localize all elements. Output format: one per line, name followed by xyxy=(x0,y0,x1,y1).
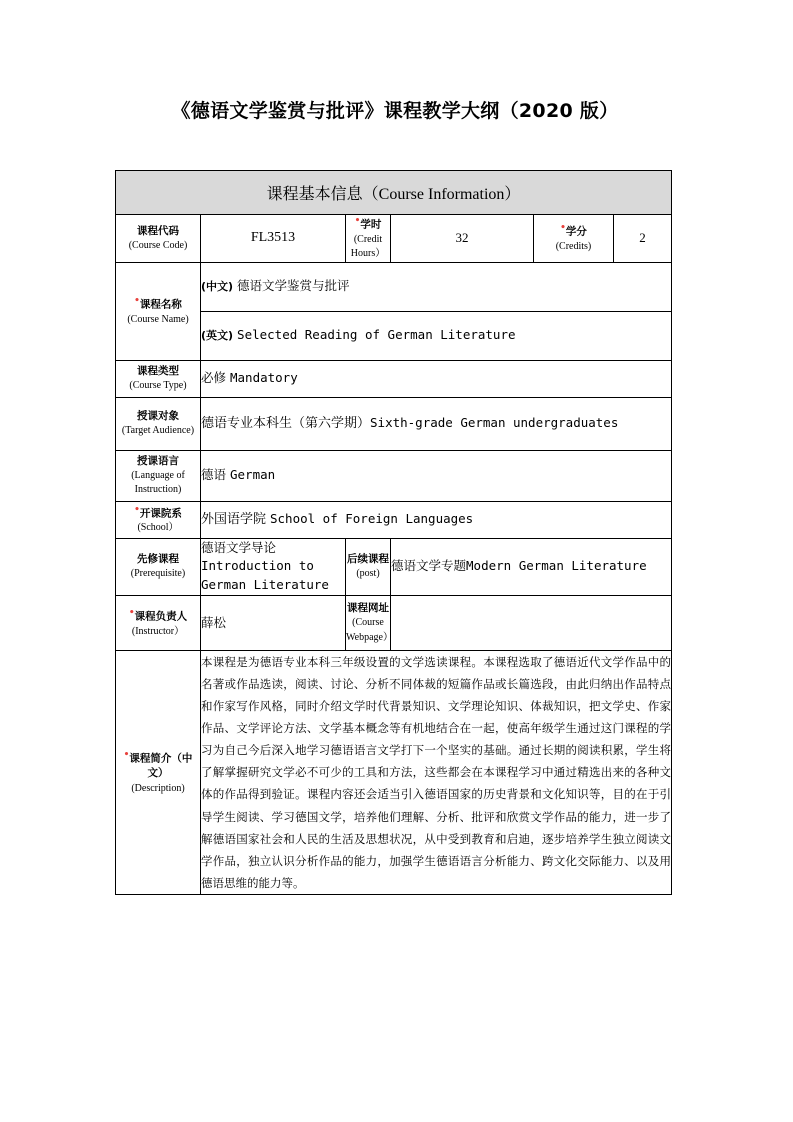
value-language-cn: 德语 xyxy=(201,467,227,483)
value-prerequisite-cell xyxy=(201,538,346,595)
label-post-course xyxy=(346,538,391,595)
label-course-webpage xyxy=(346,595,391,650)
value-language-en: German xyxy=(230,467,276,483)
label-course-name-en: (Course Name) xyxy=(127,313,189,325)
label-language xyxy=(116,450,201,501)
label-course-type-cn: 课程类型 xyxy=(137,364,179,377)
label-course-code xyxy=(116,215,201,263)
label-course-type xyxy=(116,360,201,397)
label-course-name-cn: • 课程名称 xyxy=(116,295,200,313)
value-post-course-cell xyxy=(391,538,672,595)
label-credits-en: (Credits) xyxy=(555,240,592,252)
label-language-en: (Language of Instruction) xyxy=(131,469,185,496)
row-instructor xyxy=(116,595,672,650)
label-prerequisite-en: (Prerequisite) xyxy=(130,568,186,580)
label-instructor-cn: • 课程负责人 xyxy=(116,607,200,625)
value-course-webpage xyxy=(391,595,672,650)
label-instructor xyxy=(116,595,201,650)
value-credit-hours: 32 xyxy=(391,215,534,263)
label-course-webpage-en: (Course Webpage） xyxy=(346,617,393,643)
row-prerequisite xyxy=(116,538,672,595)
label-prerequisite-cn: 先修课程 xyxy=(137,552,179,565)
label-credit-hours xyxy=(346,215,391,263)
label-prerequisite xyxy=(116,538,201,595)
row-course-name-cn xyxy=(116,262,672,311)
value-prerequisite-en: Introduction to German Literature xyxy=(201,558,329,593)
value-course-type-en: Mandatory xyxy=(230,370,298,386)
course-information-table xyxy=(115,170,672,895)
value-course-name-en-cell xyxy=(201,311,672,360)
label-credit-hours-cn: • 学时 xyxy=(346,215,390,233)
value-school-cn: 外国语学院 xyxy=(201,511,267,527)
label-course-type-en: (Course Type) xyxy=(129,380,187,392)
label-course-name xyxy=(116,262,201,360)
value-target-audience-en: Sixth-grade German undergraduates xyxy=(370,414,619,430)
label-post-course-cn: 后续课程 xyxy=(347,552,389,565)
value-target-audience-cell xyxy=(201,397,672,450)
value-course-name-en: Selected Reading of German Literature xyxy=(237,327,516,343)
label-credits-cn: • 学分 xyxy=(534,222,613,240)
course-name-en-tag: (英文) xyxy=(201,329,234,343)
label-description-cn: • 课程简介（中文） xyxy=(116,749,200,782)
row-target-audience xyxy=(116,397,672,450)
value-course-type-cn: 必修 xyxy=(201,370,227,386)
table-header-cell xyxy=(116,171,672,215)
value-post-course-cn: 德语文学专题 xyxy=(391,558,467,574)
value-course-name-cn-cell xyxy=(201,262,672,311)
label-course-code-en: (Course Code) xyxy=(128,239,188,251)
value-credits: 2 xyxy=(614,215,672,263)
value-target-audience-cn: 德语专业本科生（第六学期） xyxy=(201,415,371,431)
label-course-webpage-cn: 课程网址 xyxy=(347,601,389,614)
label-credit-hours-en: (Credit Hours） xyxy=(350,233,386,260)
label-school xyxy=(116,501,201,538)
label-school-cn: • 开课院系 xyxy=(116,504,200,522)
value-school-en: School of Foreign Languages xyxy=(270,510,474,526)
label-school-en: (School） xyxy=(137,522,179,534)
label-language-cn: 授课语言 xyxy=(137,454,179,467)
row-course-type xyxy=(116,360,672,397)
label-description-en: (Description) xyxy=(131,782,185,794)
course-name-cn-tag: (中文) xyxy=(201,280,234,294)
table-header-label-cn: 课程基本信息 xyxy=(266,184,363,203)
value-course-code: FL3513 xyxy=(201,215,346,263)
table-header-label-en: （Course Information） xyxy=(362,186,521,203)
label-instructor-en: (Instructor） xyxy=(131,625,185,637)
value-post-course-en: Modern German Literature xyxy=(466,558,647,574)
row-school xyxy=(116,501,672,538)
value-instructor: 薛松 xyxy=(201,595,346,650)
value-school-cell xyxy=(201,501,672,538)
value-language-cell xyxy=(201,450,672,501)
label-credits xyxy=(534,215,614,263)
value-course-name-cn: 德语文学鉴赏与批评 xyxy=(237,278,350,294)
label-description xyxy=(116,650,201,894)
value-course-type-cell xyxy=(201,360,672,397)
table-header-row xyxy=(116,171,672,215)
row-course-code xyxy=(116,215,672,263)
row-language xyxy=(116,450,672,501)
label-course-code-cn: 课程代码 xyxy=(137,224,179,237)
value-description: 本课程是为德语专业本科三年级设置的文学选读课程。本课程选取了德语近代文学作品中的名著或作品选读，阅读、讨论、分析不同体裁的短篇作品或长篇选段，由此归纳出作品特点和作家写作风格，同时介绍文学时代背景知识、文学理论知识、体裁知识，把文学史、作家作品、文学评论方法、文学基本概念等有机地结合在一起，使高年级学生通过这门课程的学习为自己今后深入地学习德语语言文学打下一个坚实的基础。通过长期的阅读积累，学生将了解掌握研究文学必不可少的工具和方法，这些都会在本课程学习中通过精选出来的各种文体的作品得到验证。课程内容还会适当引入德语国家的历史背景和文化知识等，目的在于引导学生阅读、学习德国文学，培养他们理解、分析、批评和欣赏文学作品的能力，进一步了解德语国家社会和人民的生活及思想状况，从中受到教育和启迪，逐步培养学生独立阅读文学作品，独立认识分析作品的能力，加强学生德语语言分析能力、跨文化交际能力、以及用德语思维的能力等。 xyxy=(201,650,672,894)
label-target-audience-en: (Target Audience) xyxy=(121,425,195,437)
value-prerequisite-cn: 德语文学导论 xyxy=(201,539,277,555)
label-post-course-en: (post) xyxy=(356,568,380,580)
row-description xyxy=(116,650,672,894)
label-target-audience xyxy=(116,397,201,450)
page-title: 《德语文学鉴赏与批评》课程教学大纲（2020 版） xyxy=(171,100,619,122)
label-target-audience-cn: 授课对象 xyxy=(137,409,179,422)
